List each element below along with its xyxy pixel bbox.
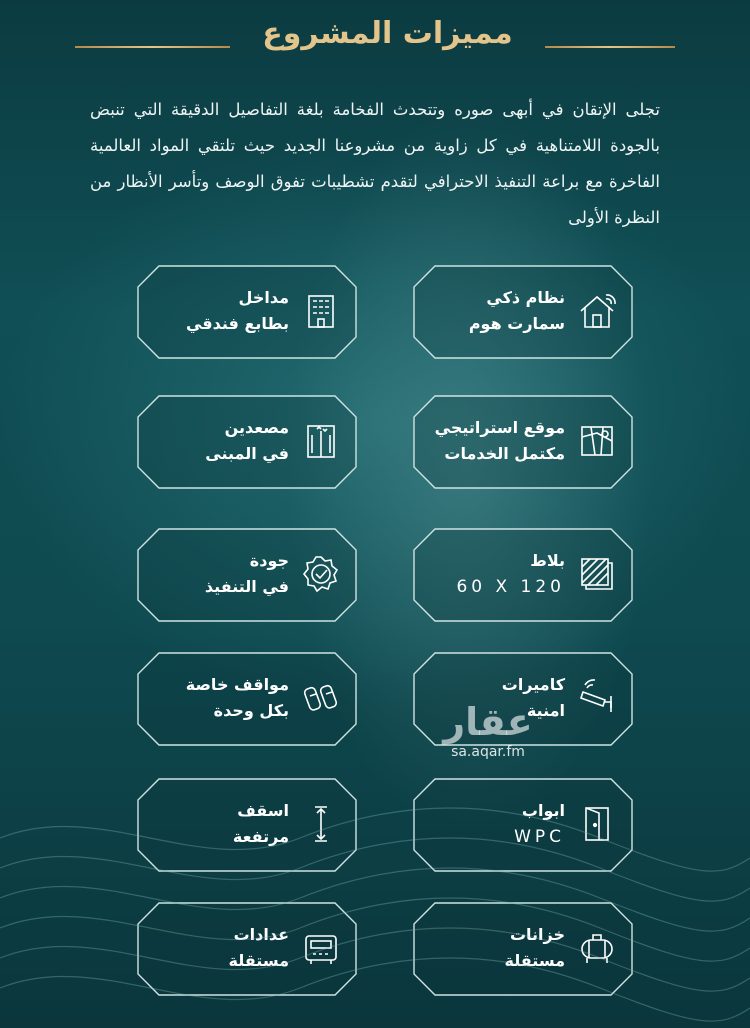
feature-title: مداخل xyxy=(238,288,289,307)
feature-title: اسقف xyxy=(237,801,289,820)
feature-title: مصعدين xyxy=(224,418,289,437)
page-header xyxy=(0,10,750,70)
feature-subtitle: مرتفعة xyxy=(232,827,289,846)
page-title: مميزات المشروع xyxy=(262,16,513,51)
feature-subtitle: مكتمل الخدمات xyxy=(444,444,565,463)
feature-title: مواقف خاصة xyxy=(185,675,289,694)
title-divider-left xyxy=(75,46,230,48)
security-camera-icon xyxy=(577,678,617,718)
feature-title: ابواب xyxy=(521,801,565,820)
feature-title: نظام ذكي xyxy=(486,288,565,307)
elevator-icon xyxy=(301,421,341,461)
feature-subtitle: بكل وحدة xyxy=(213,701,289,720)
feature-card-elevators xyxy=(137,395,357,489)
feature-subtitle: 60 X 120 xyxy=(456,577,565,597)
feature-title: خزانات xyxy=(509,925,565,944)
feature-title: عدادات xyxy=(233,925,289,944)
feature-subtitle: في المبنى xyxy=(205,444,289,463)
feature-title: موقع استراتيجي xyxy=(434,418,565,437)
feature-subtitle: سمارت هوم xyxy=(468,314,565,333)
feature-card-smart-home xyxy=(413,265,633,359)
feature-card-location xyxy=(413,395,633,489)
map-icon xyxy=(577,421,617,461)
cars-icon xyxy=(301,678,341,718)
feature-card-entrances xyxy=(137,265,357,359)
smart-home-icon xyxy=(577,291,617,331)
feature-card-parking xyxy=(137,652,357,746)
feature-card-tiles xyxy=(413,528,633,622)
tiles-icon xyxy=(577,554,617,594)
feature-subtitle: بطابع فندقي xyxy=(185,314,289,333)
feature-subtitle: WPC xyxy=(514,827,565,847)
feature-subtitle: في التنفيذ xyxy=(204,577,289,596)
watermark-brand: عقار xyxy=(443,700,533,744)
feature-title: جودة xyxy=(249,551,289,570)
feature-title: بلاط xyxy=(530,551,565,570)
intro-paragraph: تجلى الإتقان في أبهى صوره وتتحدث الفخامة بلغة التفاصيل الدقيقة التي تنبض بالجودة اللامتناهية في كل زاوية من مشروعنا الجديد حيث تلتقي المواد العالمية الفاخرة مع براعة التنفيذ الاحترافي لتقدم تشطيبات تفوق الوصف وتأسر الأنظار من النظرة الأولى xyxy=(90,100,660,227)
quality-badge-icon xyxy=(301,554,341,594)
feature-card-quality xyxy=(137,528,357,622)
feature-subtitle: امنية xyxy=(526,701,565,720)
building-icon xyxy=(301,291,341,331)
feature-subtitle: مستقلة xyxy=(228,951,289,970)
feature-title: كاميرات xyxy=(501,675,565,694)
title-divider-right xyxy=(545,46,675,48)
watermark-url: sa.aqar.fm xyxy=(451,744,525,760)
decorative-waves xyxy=(0,798,750,1028)
feature-subtitle: مستقلة xyxy=(504,951,565,970)
aqar-watermark xyxy=(428,700,548,760)
